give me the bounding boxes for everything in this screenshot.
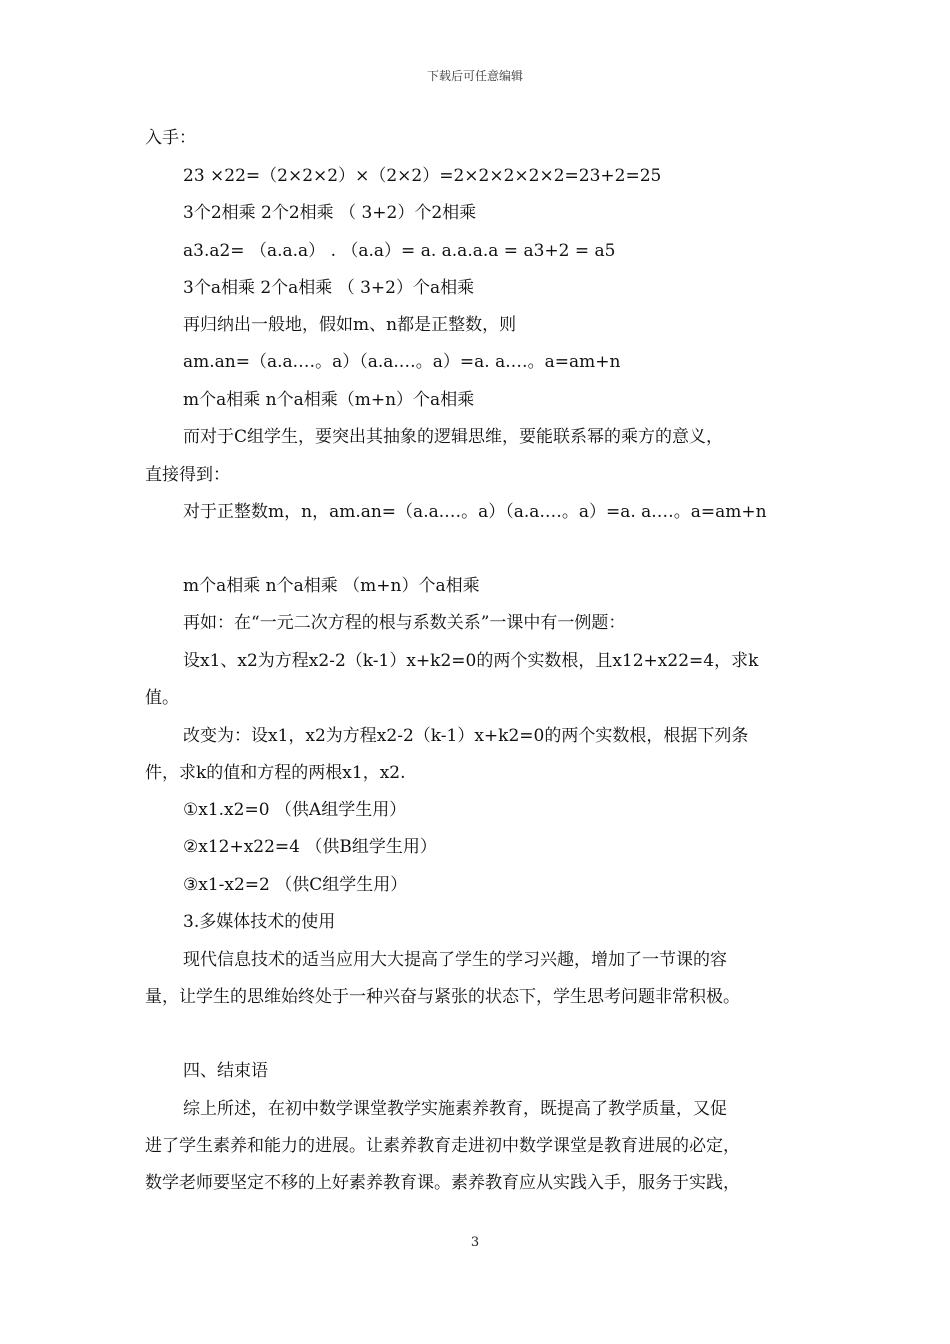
text-line: 而对于C组学生，要突出其抽象的逻辑思维，要能联系幂的乘方的意义， <box>183 427 724 447</box>
text-line: 设x1、x2为方程x2-2（k-1）x+k2=0的两个实数根，且x12+x22=4，求k <box>183 651 759 671</box>
text-line: 再如：在“一元二次方程的根与系数关系”一课中有一例题： <box>183 613 626 633</box>
text-line: 值。 <box>145 688 179 708</box>
text-line: 对于正整数m，n，am.an=（a.a.…。a）（a.a.…。a）=a. a.…。a=am+n <box>183 502 767 522</box>
page-header: 下载后可任意编辑 <box>426 69 523 83</box>
text-line: 再归纳出一般地，假如m、n都是正整数，则 <box>183 315 517 335</box>
section-heading: 3.多媒体技术的使用 <box>183 912 336 932</box>
text-line: 进了学生素养和能力的进展。让素养教育走进初中数学课堂是教育进展的必定， <box>145 1136 740 1156</box>
text-line: 23 ×22=（2×2×2）×（2×2）=2×2×2×2×2=23+2=25 <box>183 166 662 186</box>
text-line: 3个a相乘 2个a相乘 （ 3+2）个a相乘 <box>183 278 475 298</box>
text-line: 入手： <box>145 128 196 148</box>
text-line: m个a相乘 n个a相乘（m+n）个a相乘 <box>183 390 475 410</box>
text-line: 量，让学生的思维始终处于一种兴奋与紧张的状态下，学生思考问题非常积极。 <box>145 987 740 1007</box>
text-line: ②x12+x22=4 （供B组学生用） <box>183 837 437 857</box>
text-line: am.an=（a.a.…。a）（a.a.…。a）=a. a.…。a=am+n <box>183 352 621 372</box>
text-line: ③x1-x2=2 （供C组学生用） <box>183 875 408 895</box>
text-line: m个a相乘 n个a相乘 （m+n）个a相乘 <box>183 576 480 596</box>
text-line: a3.a2= （a.a.a） . （a.a）= a. a.a.a.a = a3+2 = a5 <box>183 241 616 261</box>
text-line: ①x1.x2=0 （供A组学生用） <box>183 800 407 820</box>
text-line: 现代信息技术的适当应用大大提高了学生的学习兴趣，增加了一节课的容 <box>183 950 727 970</box>
text-line: 直接得到： <box>145 465 230 485</box>
page-number: 3 <box>470 1235 480 1250</box>
section-heading: 四、结束语 <box>183 1061 268 1081</box>
text-line: 综上所述，在初中数学课堂教学实施素养教育，既提高了教学质量，又促 <box>183 1099 727 1119</box>
text-line: 3个2相乘 2个2相乘 （ 3+2）个2相乘 <box>183 203 477 223</box>
text-line: 件，求k的值和方程的两根x1，x2. <box>145 763 406 783</box>
text-line: 改变为：设x1，x2为方程x2-2（k-1）x+k2=0的两个实数根，根据下列条 <box>183 726 749 746</box>
text-line: 数学老师要坚定不移的上好素养教育课。素养教育应从实践入手，服务于实践， <box>145 1173 740 1193</box>
